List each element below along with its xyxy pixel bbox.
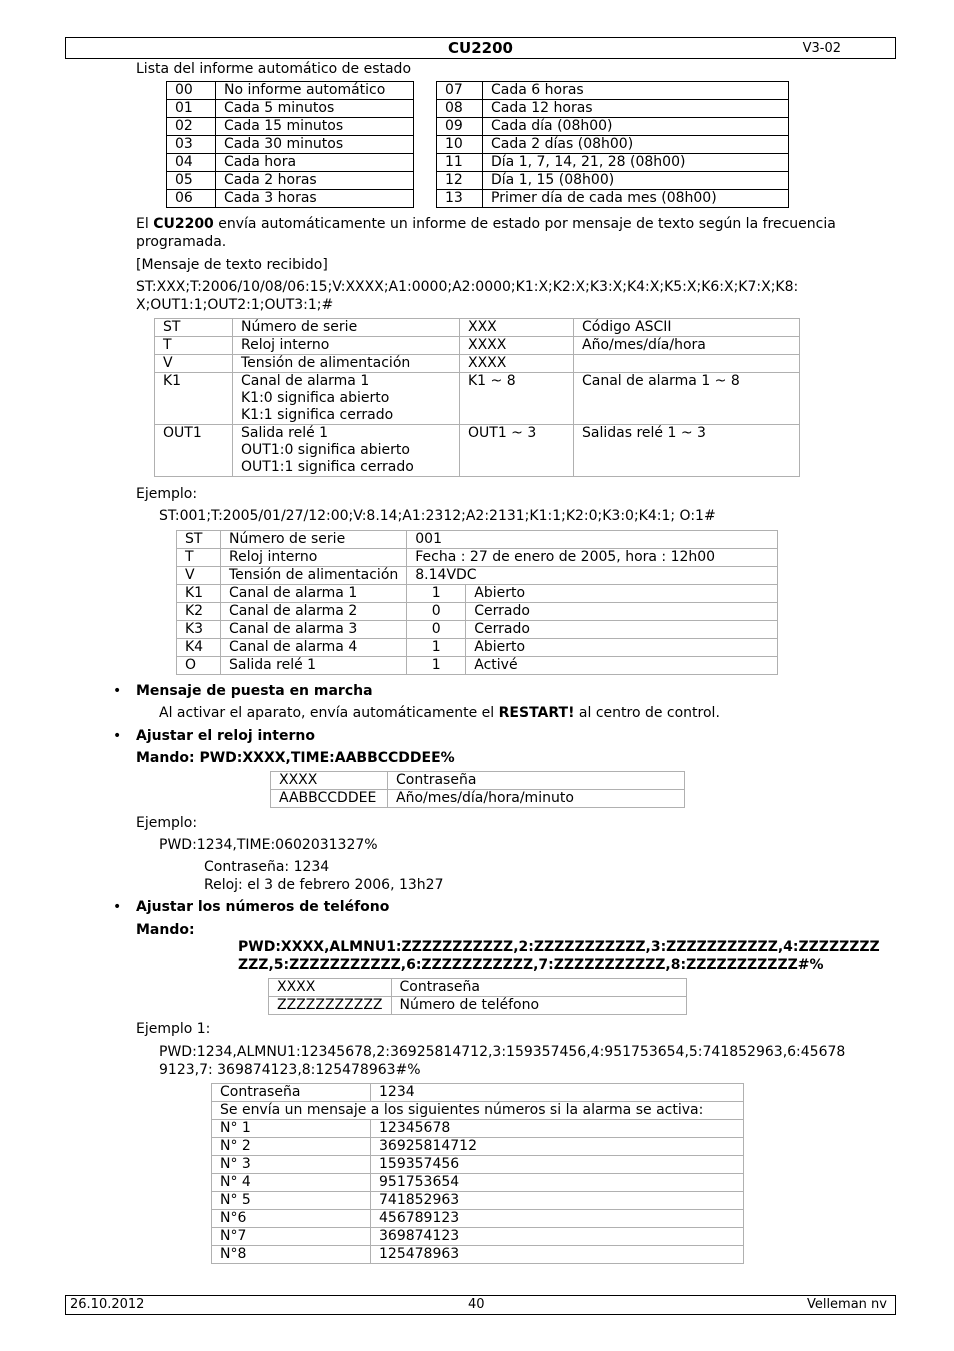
table-cell: 159357456 xyxy=(371,1156,744,1174)
table-cell: 02 xyxy=(167,118,216,136)
table-cell: Cada 2 horas xyxy=(216,172,414,190)
table-cell: 12345678 xyxy=(371,1120,744,1138)
table-cell: OUT1 ~ 3 xyxy=(460,425,574,477)
table-cell: Canal de alarma 4 xyxy=(221,639,407,657)
table-cell: Número de teléfono xyxy=(391,997,687,1015)
clock-example-password: Contraseña: 1234 xyxy=(204,859,330,875)
table-row xyxy=(212,1084,744,1102)
table-cell: Cada 30 minutos xyxy=(216,136,414,154)
table-row xyxy=(167,82,414,100)
table-cell: 07 xyxy=(437,82,483,100)
table-row xyxy=(437,172,789,190)
table-row xyxy=(212,1210,744,1228)
table-cell: V xyxy=(155,355,233,373)
table-cell: XXXX xyxy=(460,337,574,355)
table-row xyxy=(437,190,789,208)
table-row xyxy=(271,790,685,808)
bullet1-pre: Al activar el aparato, envía automáticamente el xyxy=(159,705,499,721)
status-list-title: Lista del informe automático de estado xyxy=(136,61,412,77)
table-row xyxy=(212,1120,744,1138)
table-cell: Canal de alarma 3 xyxy=(221,621,407,639)
table-row xyxy=(437,100,789,118)
table-cell: AABBCCDDEE xyxy=(271,790,388,808)
table-row xyxy=(155,355,800,373)
table-cell: 03 xyxy=(167,136,216,154)
table-cell: N° 2 xyxy=(212,1138,371,1156)
bullet3-command-label: Mando: xyxy=(136,922,195,938)
clock-example-clock: Reloj: el 3 de febrero 2006, 13h27 xyxy=(204,877,444,893)
table-cell: N° 3 xyxy=(212,1156,371,1174)
table-row xyxy=(177,567,778,585)
table-row xyxy=(212,1138,744,1156)
table-cell: Contraseña xyxy=(391,979,687,997)
bullet1-restart: RESTART! xyxy=(498,705,575,721)
table-cell: XXXX xyxy=(460,355,574,373)
table-cell: No informe automático xyxy=(216,82,414,100)
table-cell: T xyxy=(155,337,233,355)
table-cell: Cada 3 horas xyxy=(216,190,414,208)
table-row xyxy=(155,425,800,477)
footer-page-number: 40 xyxy=(468,1297,485,1312)
table-cell: XXXX xyxy=(269,979,392,997)
table-row xyxy=(155,337,800,355)
table-cell: 08 xyxy=(437,100,483,118)
table-cell: Salida relé 1 OUT1:0 significa abierto OUT1:1 significa cerrado xyxy=(233,425,460,477)
table-cell: O xyxy=(177,657,221,675)
paragraph-intro xyxy=(136,215,836,233)
table-cell: N° 5 xyxy=(212,1192,371,1210)
table-cell: 0 xyxy=(407,603,466,621)
table-cell: ST xyxy=(155,319,233,337)
table-cell: Abierto xyxy=(466,639,778,657)
para-line1: envía automáticamente un informe de estado por mensaje de texto según la frecuencia xyxy=(213,216,836,232)
phone-example-line1: PWD:1234,ALMNU1:12345678,2:36925814712,3:159357456,4:951753654,5:741852963,6:45678 xyxy=(159,1044,846,1060)
table-row xyxy=(212,1192,744,1210)
bullet2-command: Mando: PWD:XXXX,TIME:AABBCCDDEE% xyxy=(136,750,455,766)
table-cell: Contraseña xyxy=(388,772,685,790)
table-row xyxy=(177,549,778,567)
page-footer xyxy=(65,1295,896,1315)
table-cell: Día 1, 15 (08h00) xyxy=(483,172,789,190)
table-row xyxy=(155,319,800,337)
table-cell: Cada hora xyxy=(216,154,414,172)
table-row xyxy=(167,172,414,190)
table-cell: 12 xyxy=(437,172,483,190)
table-cell: Fecha : 27 de enero de 2005, hora : 12h00 xyxy=(407,549,778,567)
table-row xyxy=(437,136,789,154)
bullet-dot: • xyxy=(113,728,122,744)
table-cell: 00 xyxy=(167,82,216,100)
table-row xyxy=(437,82,789,100)
table-cell: 11 xyxy=(437,154,483,172)
clock-example-label: Ejemplo: xyxy=(136,815,198,831)
footer-company: Velleman nv xyxy=(806,1297,887,1312)
table-row xyxy=(212,1174,744,1192)
bullet-dot: • xyxy=(113,683,122,699)
bullet2-title: Ajustar el reloj interno xyxy=(136,728,315,744)
table-cell: 09 xyxy=(437,118,483,136)
bullet1-post: al centro de control. xyxy=(574,705,720,721)
table-cell: 1 xyxy=(407,657,466,675)
phone-result-table xyxy=(211,1083,744,1264)
phone-table xyxy=(268,978,687,1015)
table-cell: Reloj interno xyxy=(221,549,407,567)
para-product: CU2200 xyxy=(153,216,214,232)
table-cell: 1 xyxy=(407,639,466,657)
table-cell: Cada 12 horas xyxy=(483,100,789,118)
msg-line2: X;OUT1:1;OUT2:1;OUT3:1;# xyxy=(136,297,334,313)
table-cell: Abierto xyxy=(466,585,778,603)
table-cell: Canal de alarma 1 xyxy=(221,585,407,603)
table-cell: 741852963 xyxy=(371,1192,744,1210)
table-row xyxy=(177,585,778,603)
table-cell: ZZZZZZZZZZZ xyxy=(269,997,392,1015)
table-cell: 05 xyxy=(167,172,216,190)
table-cell: Cada 6 horas xyxy=(483,82,789,100)
table-cell: Número de serie xyxy=(233,319,460,337)
table-cell: 369874123 xyxy=(371,1228,744,1246)
table-cell: Cada día (08h00) xyxy=(483,118,789,136)
phone-example-label: Ejemplo 1: xyxy=(136,1021,211,1037)
table-cell: Canal de alarma 2 xyxy=(221,603,407,621)
table-cell: N°7 xyxy=(212,1228,371,1246)
msg-received-label: [Mensaje de texto recibido] xyxy=(136,257,328,273)
table-cell: Reloj interno xyxy=(233,337,460,355)
table-cell: Año/mes/día/hora/minuto xyxy=(388,790,685,808)
example-message: ST:001;T:2005/01/27/12:00;V:8.14;A1:2312;A2:2131;K1:1;K2:0;K3:0;K4:1; O:1# xyxy=(159,508,716,524)
table-row xyxy=(269,979,687,997)
table-row xyxy=(167,100,414,118)
table-cell: Cada 5 minutos xyxy=(216,100,414,118)
table-cell: N° 1 xyxy=(212,1120,371,1138)
table-row xyxy=(155,373,800,425)
table-cell: Contraseña xyxy=(212,1084,371,1102)
table-cell: 01 xyxy=(167,100,216,118)
table-cell: Cerrado xyxy=(466,603,778,621)
bullet-dot: • xyxy=(113,899,122,915)
table-cell: Tensión de alimentación xyxy=(221,567,407,585)
bullet1-title: Mensaje de puesta en marcha xyxy=(136,683,373,699)
table-cell: Código ASCII xyxy=(574,319,800,337)
table-cell: 0 xyxy=(407,621,466,639)
table-cell: OUT1 xyxy=(155,425,233,477)
table-cell: N°6 xyxy=(212,1210,371,1228)
table-cell: Cada 2 días (08h00) xyxy=(483,136,789,154)
table-row xyxy=(212,1228,744,1246)
table-cell: 456789123 xyxy=(371,1210,744,1228)
table-cell: V xyxy=(177,567,221,585)
header-title: CU2200 xyxy=(448,39,513,57)
table-row xyxy=(437,154,789,172)
table-cell: 951753654 xyxy=(371,1174,744,1192)
table-cell: N°8 xyxy=(212,1246,371,1264)
table-cell: Se envía un mensaje a los siguientes números si la alarma se activa: xyxy=(212,1102,744,1120)
table-cell: 1234 xyxy=(371,1084,744,1102)
table-cell: Año/mes/día/hora xyxy=(574,337,800,355)
table-row xyxy=(437,118,789,136)
table-row xyxy=(212,1102,744,1120)
table-cell: XXX xyxy=(460,319,574,337)
table-cell: Cerrado xyxy=(466,621,778,639)
msg-line1: ST:XXX;T:2006/10/08/06:15;V:XXXX;A1:0000;A2:0000;K1:X;K2:X;K3:X;K4:X;K5:X;K6:X;K7:X;K8: xyxy=(136,279,799,295)
table-row xyxy=(177,621,778,639)
table-cell: K1 ~ 8 xyxy=(460,373,574,425)
table-cell xyxy=(574,355,800,373)
table-cell: T xyxy=(177,549,221,567)
table-cell: Activé xyxy=(466,657,778,675)
table-row xyxy=(167,136,414,154)
table-cell: Salida relé 1 xyxy=(221,657,407,675)
field-table xyxy=(154,318,800,477)
table-cell: K1 xyxy=(177,585,221,603)
clock-table xyxy=(270,771,685,808)
page-header xyxy=(65,37,896,59)
table-cell: Salidas relé 1 ~ 3 xyxy=(574,425,800,477)
table-cell: 1 xyxy=(407,585,466,603)
table-cell: 125478963 xyxy=(371,1246,744,1264)
table-row xyxy=(269,997,687,1015)
table-row xyxy=(177,603,778,621)
table-row xyxy=(177,639,778,657)
table-cell: K1 xyxy=(155,373,233,425)
table-row xyxy=(177,531,778,549)
table-row xyxy=(271,772,685,790)
example-table xyxy=(176,530,778,675)
bullet1-text xyxy=(159,704,720,722)
table-cell: K2 xyxy=(177,603,221,621)
table-row xyxy=(177,657,778,675)
table-cell: N° 4 xyxy=(212,1174,371,1192)
frequency-table-right xyxy=(436,81,789,208)
phone-example-line2: 9123,7: 369874123,8:125478963#% xyxy=(159,1062,421,1078)
table-cell: Día 1, 7, 14, 21, 28 (08h00) xyxy=(483,154,789,172)
table-row xyxy=(167,154,414,172)
table-cell: Número de serie xyxy=(221,531,407,549)
table-cell: 10 xyxy=(437,136,483,154)
bullet3-command-line2: ZZZ,5:ZZZZZZZZZZZ,6:ZZZZZZZZZZZ,7:ZZZZZZZZZZZ,8:ZZZZZZZZZZZ#% xyxy=(238,957,824,973)
table-cell: K3 xyxy=(177,621,221,639)
bullet3-command-line1: PWD:XXXX,ALMNU1:ZZZZZZZZZZZ,2:ZZZZZZZZZZZ,3:ZZZZZZZZZZZ,4:ZZZZZZZZ xyxy=(238,939,880,955)
table-row xyxy=(212,1246,744,1264)
bullet3-title: Ajustar los números de teléfono xyxy=(136,899,390,915)
table-cell: 36925814712 xyxy=(371,1138,744,1156)
frequency-table-left xyxy=(166,81,414,208)
table-cell: 13 xyxy=(437,190,483,208)
clock-example-command: PWD:1234,TIME:0602031327% xyxy=(159,837,378,853)
table-cell: 06 xyxy=(167,190,216,208)
table-row xyxy=(167,118,414,136)
table-cell: K4 xyxy=(177,639,221,657)
table-cell: ST xyxy=(177,531,221,549)
para-line2: programada. xyxy=(136,234,227,250)
table-cell: 04 xyxy=(167,154,216,172)
para-pre: El xyxy=(136,216,154,232)
table-cell: Canal de alarma 1 K1:0 significa abierto K1:1 significa cerrado xyxy=(233,373,460,425)
footer-date: 26.10.2012 xyxy=(70,1297,145,1312)
table-cell: Cada 15 minutos xyxy=(216,118,414,136)
table-cell: Primer día de cada mes (08h00) xyxy=(483,190,789,208)
table-cell: Tensión de alimentación xyxy=(233,355,460,373)
table-cell: Canal de alarma 1 ~ 8 xyxy=(574,373,800,425)
example-label: Ejemplo: xyxy=(136,486,198,502)
table-cell: XXXX xyxy=(271,772,388,790)
table-cell: 001 xyxy=(407,531,778,549)
header-version: V3-02 xyxy=(802,41,841,56)
table-row xyxy=(212,1156,744,1174)
table-row xyxy=(167,190,414,208)
table-cell: 8.14VDC xyxy=(407,567,778,585)
